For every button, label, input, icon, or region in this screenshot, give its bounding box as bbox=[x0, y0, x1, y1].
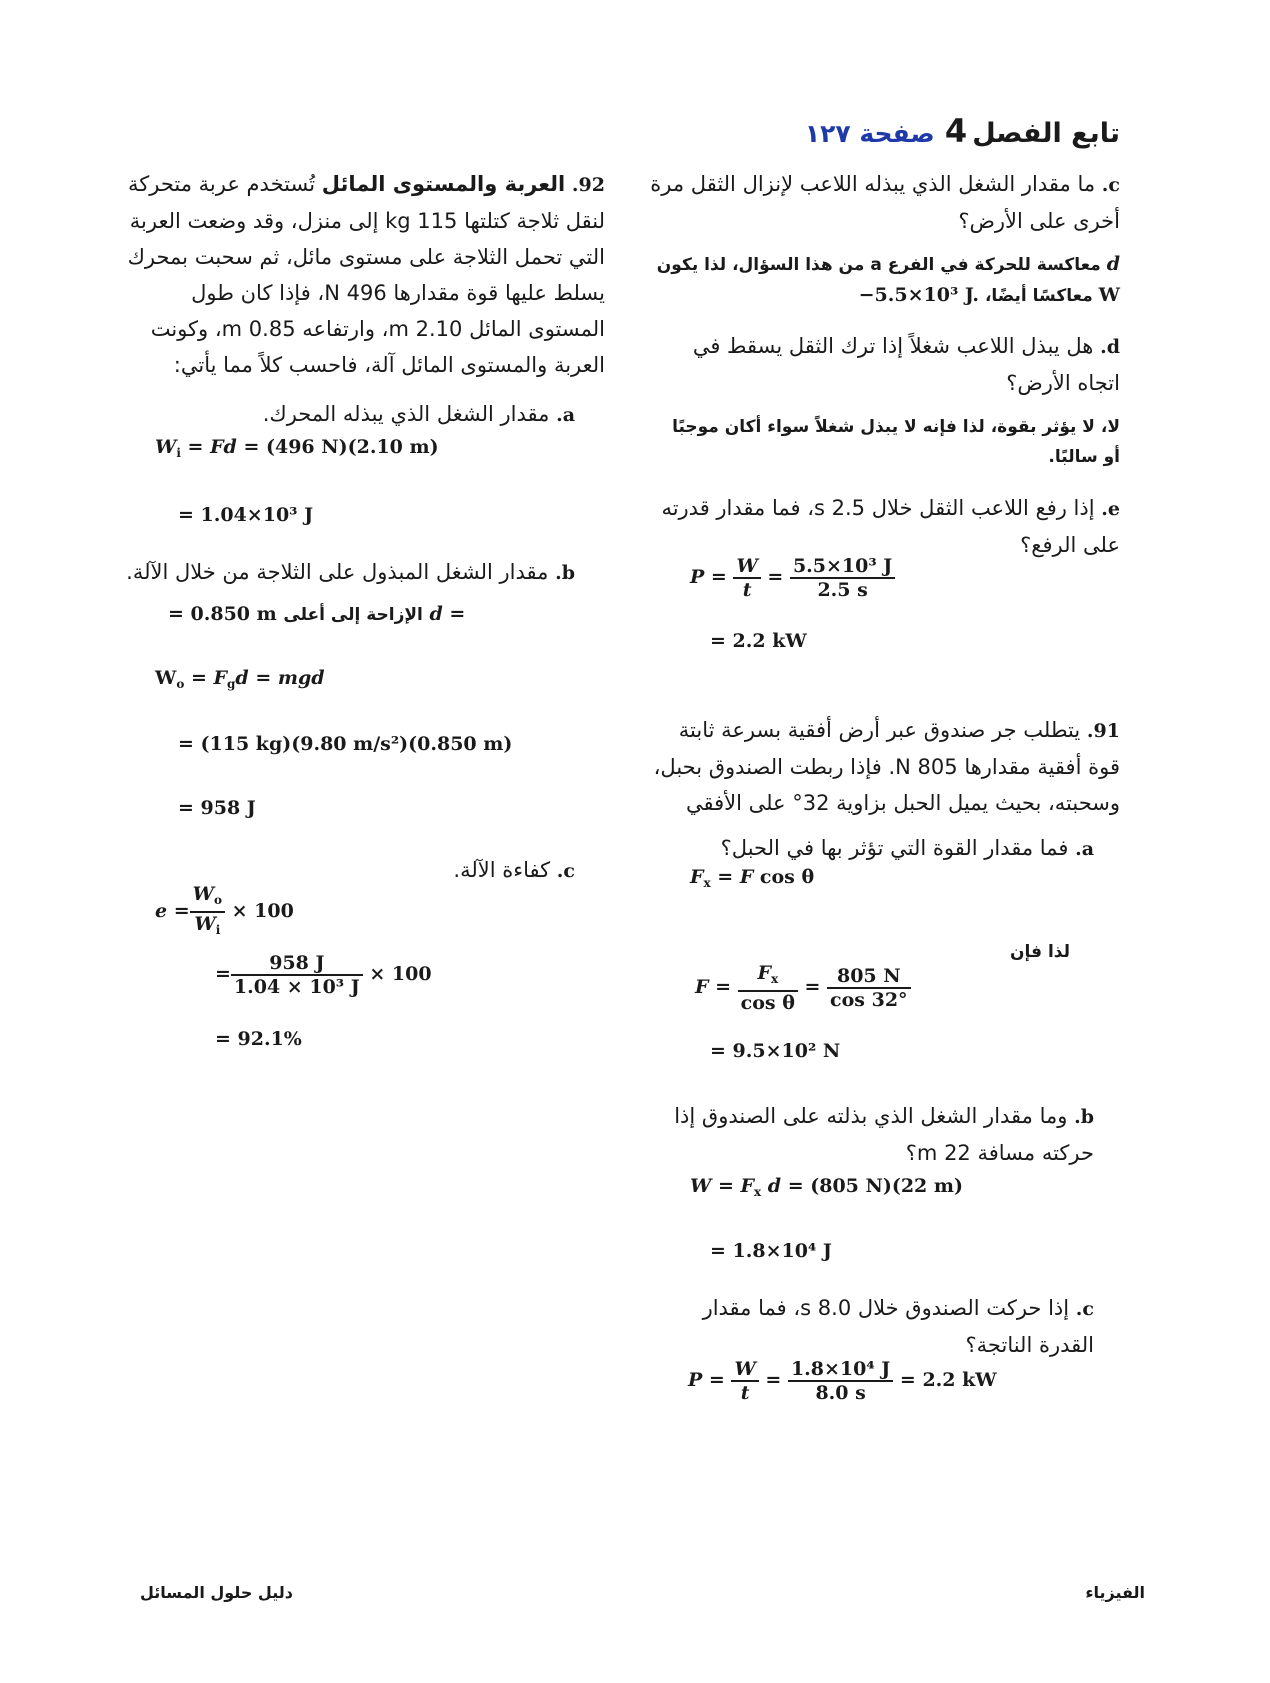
force-equation: F = $\frac{F_x}{\text{cos θ}}$ = $\frac{805 N}{\cos 32^\circ}$ bbox=[695, 962, 911, 1014]
efficiency-result: = 92.1% bbox=[215, 1028, 302, 1050]
efficiency-substitution: = $\frac{958 J}{\text{1.04 × 10³ J}}$ × 100 bbox=[215, 952, 432, 998]
question-91a: a. فما مقدار القوة التي تؤثر بها في الحبل؟ bbox=[720, 836, 1094, 860]
question-e: e. إذا رفع اللاعب الثقل خلال 2.5 s، فما مقدار قدرته على الرفع؟ bbox=[661, 496, 1120, 557]
power-equation-2: P = $\frac{W}{t}$ = $\frac{\text{1.8×10⁴ J}}{8.0 s}$ = 2.2 kW bbox=[688, 1358, 997, 1404]
power-result: = 2.2 kW bbox=[710, 630, 807, 652]
question-92: 92. العربة والمستوى المائل تُستخدم عربة متحركة لنقل ثلاجة كتلتها 115 kg إلى منزل، وقد وضعت العربة التي تحمل الثلاجة على مستوى مائل، ثم سحبت بمحرك يسلط عليها قوة مقدارها 496 N، فإذا كان طول المستوى المائل 2.10 m، وارتفاعه 0.85 m، وكونت العربة والمستوى المائل آلة، فاحسب كلاً مما يأتي: bbox=[127, 172, 605, 377]
page-header bbox=[520, 112, 1120, 152]
so-label: لذا فإن bbox=[1010, 942, 1070, 962]
power-equation: P = $\frac{W}{t}$ = $\frac{\text{5.5×10³ J}}{2.5 s}$ bbox=[690, 555, 895, 601]
footer-subject: الفيزياء bbox=[1085, 1583, 1145, 1602]
output-work-result: = 958 J bbox=[178, 797, 256, 819]
displacement-equation: = 0.850 m الإزاحة إلى أعلى d = bbox=[168, 603, 466, 625]
force-component-equation: $F_x = F$ cos θ bbox=[690, 866, 815, 890]
answer-c: d معاكسة للحركة في الفرع a من هذا السؤال، لذا يكون W معاكسًا أيضًا، −5.5×10³ J. bbox=[656, 253, 1120, 306]
efficiency-equation: e = $\frac{W_o}{W_i}$ × 100 bbox=[155, 883, 294, 937]
output-work-equation: $W_o = F_gd$ = mgd bbox=[155, 667, 325, 691]
question-91c: c. إذا حركت الصندوق خلال 8.0 s، فما مقدار القدرة الناتجة؟ bbox=[702, 1296, 1094, 1357]
question-91: 91. يتطلب جر صندوق عبر أرض أفقية بسرعة ثابتة قوة أفقية مقدارها 805 N. فإذا ربطت الصندوق بحبل، وسحبته، بحيث يميل الحبل بزاوية 32° على الأفقي bbox=[653, 718, 1120, 815]
chapter-prefix: تابع الفصل bbox=[972, 118, 1120, 149]
output-work-substitution: = (115 kg)(9.80 m/s²)(0.850 m) bbox=[178, 733, 513, 755]
question-d: d. هل يبذل اللاعب شغلاً إذا ترك الثقل يسقط في اتجاه الأرض؟ bbox=[692, 334, 1120, 395]
work-result: = 1.8×10⁴ J bbox=[710, 1240, 832, 1262]
work-equation: $W = F_x$ d = (805 N)(22 m) bbox=[690, 1175, 963, 1199]
answer-d: لا، لا يؤثر بقوة، لذا فإنه لا يبذل شغلاً سواء أكان موجبًا أو سالبًا. bbox=[672, 417, 1120, 467]
footer-guide: دليل حلول المسائل bbox=[140, 1583, 293, 1602]
input-work-result: = 1.04×10³ J bbox=[178, 504, 314, 526]
question-92b: b. مقدار الشغل المبذول على الثلاجة من خلال الآلة. bbox=[126, 560, 575, 584]
input-work-equation: $W_i = Fd = (496$ N)(2.10 m) bbox=[155, 436, 439, 460]
question-92c: c. كفاءة الآلة. bbox=[453, 858, 575, 882]
chapter-number: 4 bbox=[944, 112, 968, 150]
question-c: c. ما مقدار الشغل الذي يبذله اللاعب لإنزال الثقل مرة أخرى على الأرض؟ bbox=[650, 172, 1120, 233]
question-91b: b. وما مقدار الشغل الذي بذلته على الصندوق إذا حركته مسافة 22 m؟ bbox=[674, 1104, 1094, 1165]
question-92a: a. مقدار الشغل الذي يبذله المحرك. bbox=[262, 402, 575, 426]
page-label: صفحة ١٢٧ bbox=[804, 119, 935, 148]
force-result: = 9.5×10² N bbox=[710, 1040, 841, 1062]
